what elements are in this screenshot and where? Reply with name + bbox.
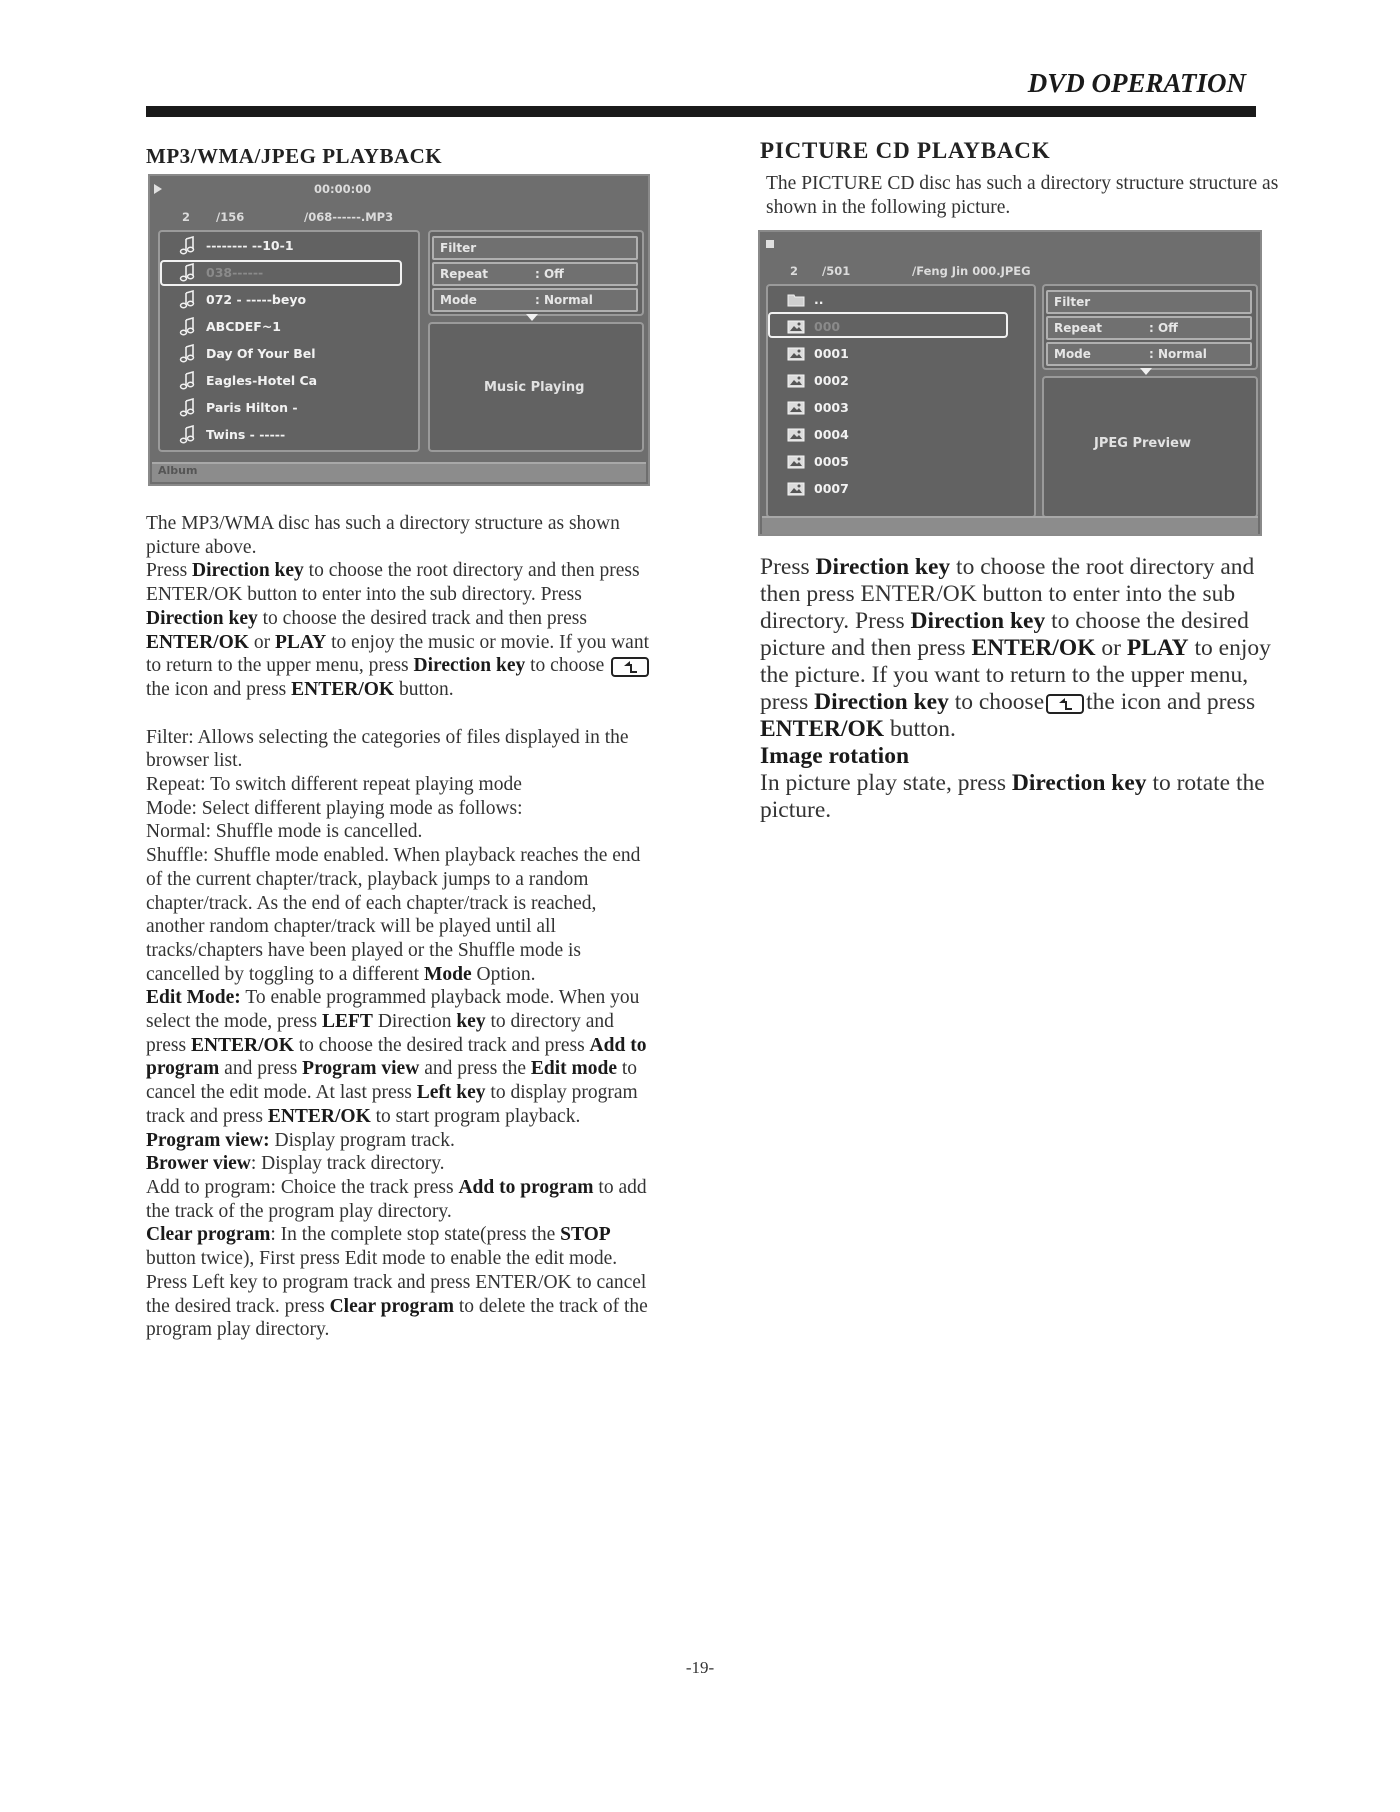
chevron-down-icon [1140, 368, 1152, 375]
repeat-desc: Repeat: To switch different repeat playing mode [146, 774, 522, 796]
picture-index: 2 [790, 264, 799, 278]
shuffle-desc: Shuffle: Shuffle mode enabled. When playback reaches the end of the current chapter/track, playback jumps to a random chapter/track. As the end of each chapter/track is reached, another random chapter/track will be played until all tracks/chapters have been played or the Shuffle mode is cancelled by toggling to a different Mode Option. [146, 845, 641, 985]
list-item-label: -------- --10-1 [206, 238, 294, 253]
music-note-icon [178, 290, 198, 310]
list-item[interactable] [786, 286, 849, 313]
list-item[interactable] [178, 286, 317, 313]
return-up-icon [1046, 694, 1084, 714]
list-item-label: .. [814, 292, 824, 307]
list-item-label: 0004 [814, 427, 849, 442]
album-bar [152, 462, 646, 482]
jpeg-preview-label: JPEG Preview [1094, 436, 1191, 451]
track-index: 2 [182, 210, 191, 224]
list-item[interactable] [178, 421, 317, 448]
list-item[interactable] [786, 367, 849, 394]
list-item-label: 000 [814, 319, 841, 334]
brower-view-desc: Brower view: Display track directory. [146, 1153, 445, 1175]
list-item-label: Eagles-Hotel Ca [206, 373, 318, 388]
track-total: /156 [216, 210, 245, 224]
folder-icon [786, 290, 806, 310]
picture-repeat-label: Repeat [1054, 321, 1102, 335]
picture-cd-intro: The PICTURE CD disc has such a directory structure structure as shown in the following picture. [766, 173, 1279, 218]
photo-icon [786, 317, 806, 337]
page-number: -19- [685, 1658, 715, 1677]
normal-desc: Normal: Shuffle mode is cancelled. [146, 821, 423, 843]
current-file-name: /068------.MP3 [304, 210, 394, 224]
list-item-label: Twins - ----- [206, 427, 286, 442]
photo-icon [786, 371, 806, 391]
picture-mode-label: Mode [1054, 347, 1091, 361]
repeat-option[interactable] [432, 262, 638, 286]
list-item-label: 0002 [814, 373, 849, 388]
list-item[interactable] [786, 421, 849, 448]
stop-icon [766, 240, 774, 248]
music-note-icon [178, 425, 198, 445]
list-item-label: 0005 [814, 454, 849, 469]
list-item-label: 0001 [814, 346, 849, 361]
page-header-title: DVD OPERATION [1027, 68, 1246, 98]
music-note-icon [178, 263, 198, 283]
list-item-label: 038------ [206, 265, 264, 280]
repeat-value: : Off [535, 267, 564, 281]
photo-icon [786, 479, 806, 499]
return-up-icon [611, 657, 649, 677]
picture-total: /501 [822, 264, 851, 278]
music-note-icon [178, 371, 198, 391]
photo-icon [786, 452, 806, 472]
mp3-steps: Press Direction key to choose the root directory and then press ENTER/OK button to enter into the sub directory. Press Direction key to choose the desired track and then press ENTER/OK or PLAY to enjoy the music or movie. If you want to return to the upper menu, press Direction key to choose the icon and press ENTER/OK button. [146, 560, 650, 700]
picture-cd-section-title: PICTURE CD PLAYBACK [760, 138, 1051, 163]
list-item[interactable] [178, 259, 317, 286]
clear-program-desc: Clear program: In the complete stop state(press the STOP button twice), First press Edit mode to enable the edit mode. Press Left key to program track and press ENTER/OK to cancel the desired track. press Clear program to delete the track of the program play directory. [146, 1224, 648, 1341]
music-note-icon [178, 317, 198, 337]
photo-icon [786, 398, 806, 418]
list-item-label: Day Of Your Bel [206, 346, 316, 361]
picture-steps: Press Direction key to choose the root directory and then press ENTER/OK button to enter into the sub directory. Press Direction key to choose the desired picture and then press ENTER/OK or PLAY to enjoy the picture. If you want to return to the upper menu, press Direction key to choose the icon and press ENTER/OK button. [760, 554, 1271, 742]
list-item-label: 072 - -----beyo [206, 292, 307, 307]
photo-icon [786, 425, 806, 445]
chevron-down-icon [526, 314, 538, 321]
list-item[interactable] [178, 367, 317, 394]
list-item[interactable] [178, 232, 317, 259]
music-note-icon [178, 344, 198, 364]
mp3-file-list [178, 232, 317, 448]
mode-desc: Mode: Select different playing mode as follows: [146, 797, 523, 819]
edit-mode-desc: Edit Mode: To enable programmed playback mode. When you select the mode, press LEFT Direction key to directory and press ENTER/OK to choose the desired track and press Add to program and press Program view and press the Edit mode to cancel the edit mode. At last press Left key to display program track and press ENTER/OK to start program playback. [146, 987, 647, 1127]
picture-repeat-option[interactable] [1046, 316, 1252, 340]
mode-value: : Normal [535, 293, 593, 307]
repeat-label: Repeat [440, 267, 488, 281]
list-item-label: ABCDEF~1 [206, 319, 281, 334]
picture-repeat-value: : Off [1149, 321, 1178, 335]
program-view-desc: Program view: Display program track. [146, 1129, 455, 1151]
picture-bottom-bar [762, 516, 1258, 536]
list-item-label: 0003 [814, 400, 849, 415]
current-picture-name: /Feng Jin 000.JPEG [912, 264, 1031, 278]
list-item-label: 0007 [814, 481, 849, 496]
music-playing-label: Music Playing [484, 380, 585, 395]
music-note-icon [178, 236, 198, 256]
picture-mode-value: : Normal [1149, 347, 1207, 361]
list-item-label: Paris Hilton - [206, 400, 298, 415]
image-rotation-desc: In picture play state, press Direction key to rotate the picture. [760, 770, 1265, 823]
filter-option[interactable] [432, 236, 638, 260]
picture-mode-option[interactable] [1046, 342, 1252, 366]
picture-cd-instructions [760, 554, 1280, 824]
album-label: Album [158, 464, 198, 477]
add-program-desc: Add to program: Choice the track press Add to program to add the track of the program play directory. [146, 1176, 647, 1222]
play-icon [154, 184, 162, 194]
elapsed-time: 00:00:00 [314, 182, 372, 196]
list-item[interactable] [786, 340, 849, 367]
picture-filter-label: Filter [1054, 295, 1091, 309]
picture-file-list [786, 286, 849, 502]
filter-label: Filter [440, 241, 477, 255]
music-note-icon [178, 398, 198, 418]
mode-option[interactable] [432, 288, 638, 312]
list-item[interactable] [178, 313, 317, 340]
header-rule [146, 106, 1256, 117]
jpeg-browser-screenshot [758, 230, 1262, 536]
picture-filter-option[interactable] [1046, 290, 1252, 314]
photo-icon [786, 344, 806, 364]
list-item[interactable] [786, 394, 849, 421]
mp3-browser-screenshot [148, 174, 650, 486]
list-item[interactable] [786, 313, 849, 340]
mp3-section-title: MP3/WMA/JPEG PLAYBACK [146, 144, 443, 168]
list-item[interactable] [786, 448, 849, 475]
mode-label: Mode [440, 293, 477, 307]
list-item[interactable] [786, 475, 849, 502]
image-rotation-title: Image rotation [760, 743, 910, 769]
mp3-instructions [146, 512, 656, 1342]
list-item[interactable] [178, 340, 317, 367]
filter-desc: Filter: Allows selecting the categories of files displayed in the browser list. [146, 726, 629, 772]
mp3-intro: The MP3/WMA disc has such a directory structure as shown picture above. [146, 513, 620, 558]
list-item[interactable] [178, 394, 317, 421]
